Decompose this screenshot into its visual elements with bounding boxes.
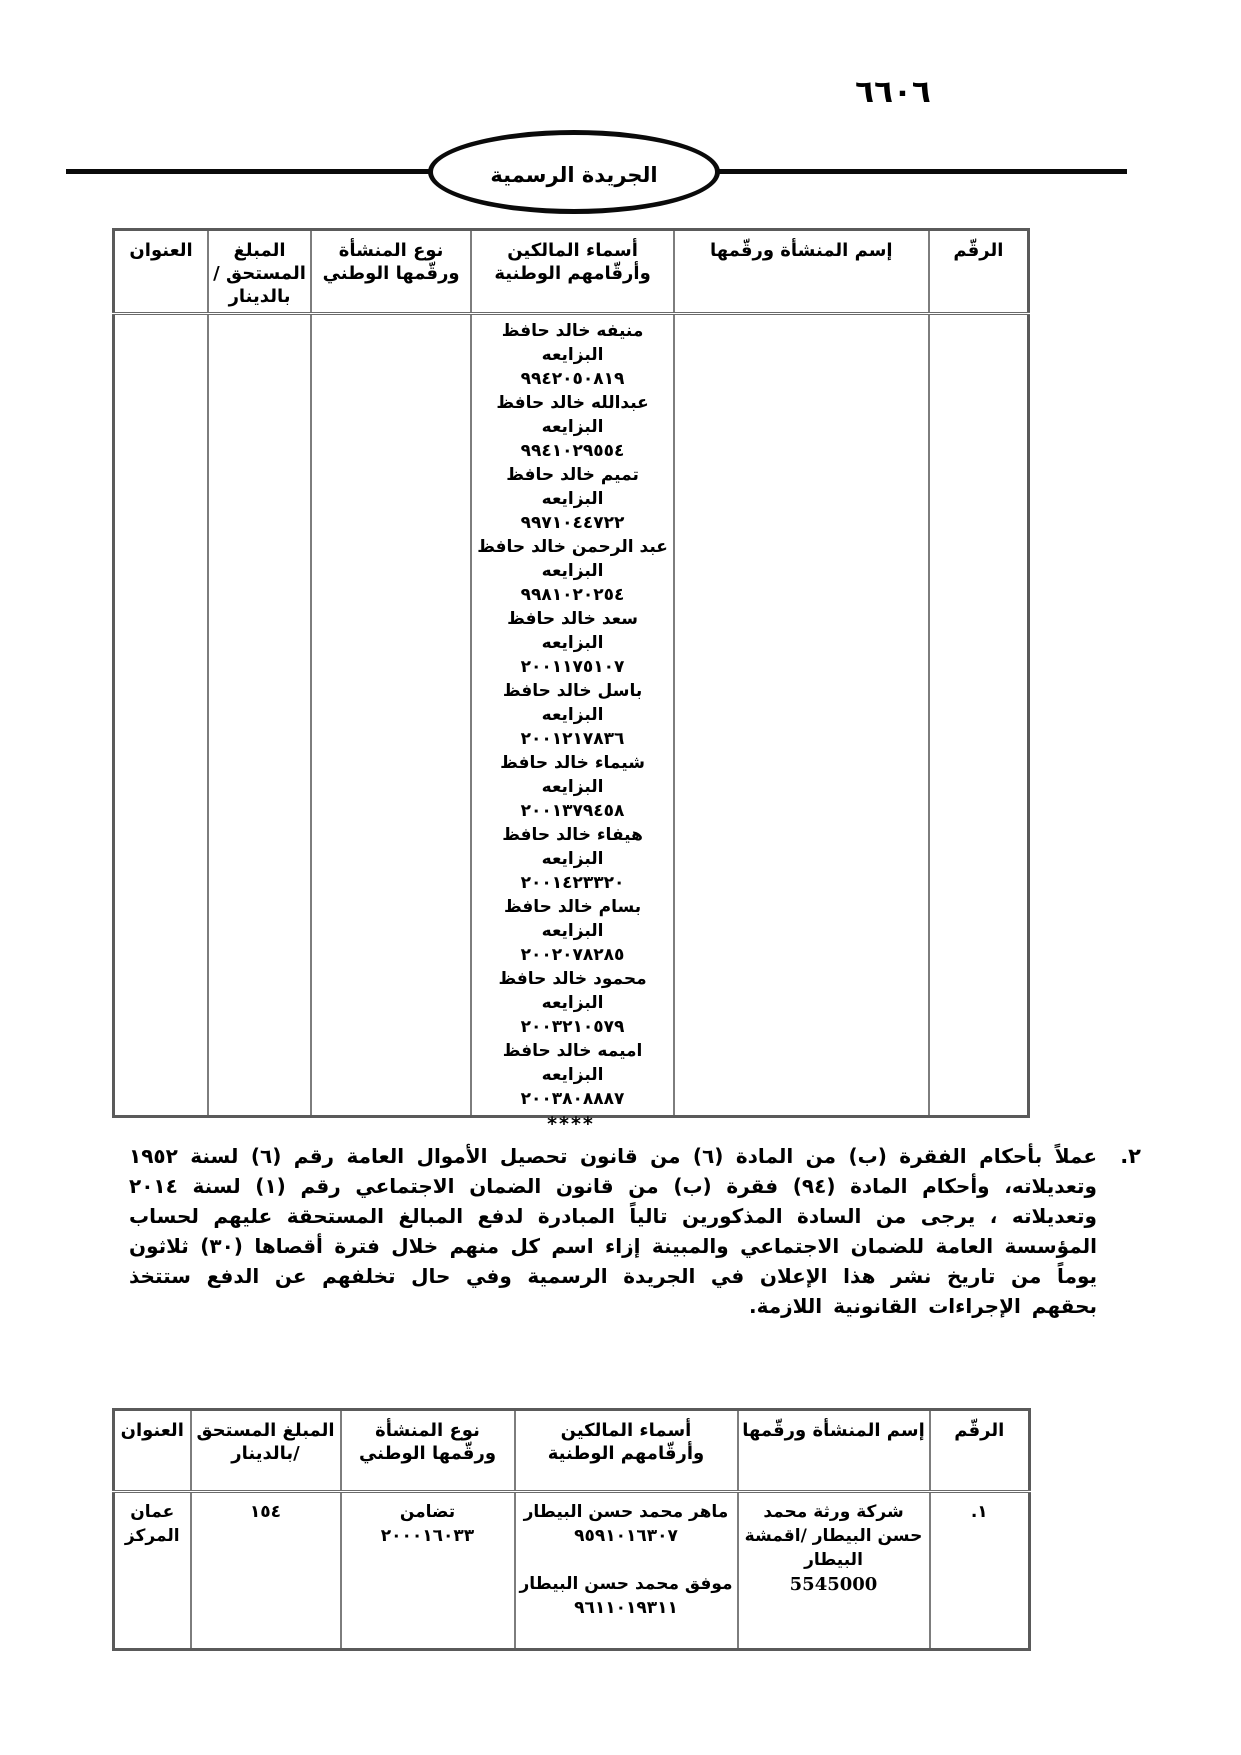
owner-name: هيفاء خالد حافظ البزايعه [502, 825, 643, 869]
cell-establishment-type [311, 314, 471, 1117]
owner-national-id: ٢٠٠١٢١٧٨٣٦ [520, 729, 625, 749]
col-header-establishment: إسم المنشأة ورقّمها [738, 1410, 930, 1492]
cell-amount-due [208, 314, 311, 1117]
section-separator: **** [547, 1113, 595, 1135]
owners-table-row [114, 314, 1029, 1117]
cell-establishment [674, 314, 929, 1117]
owner-name: ماهر محمد حسن البيطار [523, 1502, 729, 1522]
owner-national-id: ٢٠٠١١٧٥١٠٧ [520, 657, 625, 677]
notice-text: عملاً بأحكام الفقرة (ب) من المادة (٦) من قانون تحصيل الأموال العامة رقم (٦) لسنة ١٩٥٢ وتعديلاته، وأحكام المادة (٩٤) فقرة (ب) من قانون الضمان الاجتماعي رقم (١) لسنة ٢٠١٤ وتعديلاته ، يرجى من السادة المذكورين تالياً المبادرة لدفع المبالغ المستحقة عليهم لحساب المؤسسة العامة للضمان الاجتماعي والمبينة إزاء اسم كل منهم خلال فترة أقصاها (٣٠) ثلاثون يوماً من تاريخ نشر هذا الإعلان في الجريدة الرسمية وفي حال تخلفهم عن الدفع ستتخذ بحقهم الإجراءات القانونية اللازمة. [129, 1144, 1097, 1318]
owner-entry [475, 1039, 670, 1111]
col-header-owners: أسماء المالكين وأرقّامهم الوطنية [471, 230, 674, 314]
owner-name: تميم خالد حافظ البزايعه [506, 465, 639, 509]
notice-item-number: ٢. [1120, 1144, 1141, 1168]
establishment-type: تضامن [399, 1502, 456, 1522]
companies-table-header-row [114, 1410, 1030, 1492]
owner-name: محمود خالد حافظ البزايعه [498, 969, 647, 1013]
cell-establishment [738, 1492, 930, 1650]
notice-block [129, 1141, 1141, 1321]
owner-entry [475, 823, 670, 895]
companies-table [112, 1408, 1031, 1651]
owner-entry [475, 751, 670, 823]
owner-national-id: ٩٦١١٠١٩٣١١ [574, 1598, 678, 1618]
owners-table [112, 228, 1030, 1118]
owner-national-id: ٢٠٠٢٠٧٨٢٨٥ [520, 945, 625, 965]
page-number: ٦٦٠٦ [855, 74, 931, 110]
owner-name: بسام خالد حافظ البزايعه [503, 897, 642, 941]
cell-row-number: ١. [930, 1492, 1030, 1650]
owner-national-id: ٩٩٤١٠٢٩٥٥٤ [520, 441, 625, 461]
cell-owners-list [471, 314, 674, 1117]
owner-entry [475, 391, 670, 463]
owner-national-id: ٩٥٩١٠١٦٣٠٧ [574, 1526, 678, 1546]
cell-amount-due: ١٥٤ [191, 1492, 341, 1650]
owner-national-id: ٩٩٧١٠٤٤٧٢٢ [520, 513, 625, 533]
owner-name: منيفه خالد حافظ البزايعه [501, 321, 644, 365]
col-header-amount: المبلغ المستحق /بالدينار [208, 230, 311, 314]
col-header-amount: المبلغ المستحق /بالدينار [191, 1410, 341, 1492]
owner-name: باسل خالد حافظ البزايعه [502, 681, 643, 725]
col-header-type: نوع المنشأة ورقّمها الوطني [341, 1410, 515, 1492]
owner-name: موفق محمد حسن البيطار [519, 1574, 733, 1594]
owner-name: اميمه خالد حافظ البزايعه [502, 1041, 643, 1085]
cell-owners-list [515, 1492, 738, 1650]
owner-entry [519, 1572, 734, 1620]
owners-table-header-row [114, 230, 1029, 314]
owner-entry [475, 967, 670, 1039]
owner-entry [475, 895, 670, 967]
col-header-owners: أسماء المالكين وأرقّامهم الوطنية [515, 1410, 738, 1492]
owner-name: شيماء خالد حافظ البزايعه [500, 753, 645, 797]
masthead-title: الجريدة الرسمية [490, 163, 658, 187]
owner-name: عبدالله خالد حافظ البزايعه [496, 393, 649, 437]
cell-address: عمان المركز [114, 1492, 191, 1650]
owner-national-id: ٢٠٠١٤٢٣٣٢٠ [520, 873, 625, 893]
owner-entry [475, 679, 670, 751]
col-header-number: الرقّم [929, 230, 1029, 314]
establishment-name: شركة ورثة محمد حسن البيطار /اقمشة البيطار [744, 1502, 923, 1570]
owner-name: سعد خالد حافظ البزايعه [507, 609, 638, 653]
cell-row-number [929, 314, 1029, 1117]
owner-name: عبد الرحمن خالد حافظ البزايعه [477, 537, 668, 581]
establishment-number: 5545000 [789, 1574, 878, 1595]
companies-table-row [114, 1492, 1030, 1650]
owner-national-id: ٢٠٠١٣٧٩٤٥٨ [520, 801, 625, 821]
col-header-type: نوع المنشأة ورقّمها الوطني [311, 230, 471, 314]
establishment-national-number: ٢٠٠٠١٦٠٣٣ [380, 1526, 475, 1546]
col-header-establishment: إسم المنشأة ورقّمها [674, 230, 929, 314]
owner-national-id: ٢٠٠٣٨٠٨٨٨٧ [520, 1089, 625, 1109]
owner-entry [475, 535, 670, 607]
owner-entry [519, 1500, 734, 1548]
col-header-address: العنوان [114, 230, 209, 314]
cell-establishment-type [341, 1492, 515, 1650]
owner-national-id: ٩٩٤٢٠٥٠٨١٩ [520, 369, 625, 389]
owner-entry [475, 607, 670, 679]
owner-national-id: ٢٠٠٣٢١٠٥٧٩ [520, 1017, 625, 1037]
owner-entry [475, 463, 670, 535]
owner-national-id: ٩٩٨١٠٢٠٢٥٤ [520, 585, 625, 605]
col-header-address: العنوان [114, 1410, 191, 1492]
col-header-number: الرقّم [930, 1410, 1030, 1492]
cell-address [114, 314, 209, 1117]
owner-entry [475, 319, 670, 391]
masthead-oval [428, 130, 720, 214]
